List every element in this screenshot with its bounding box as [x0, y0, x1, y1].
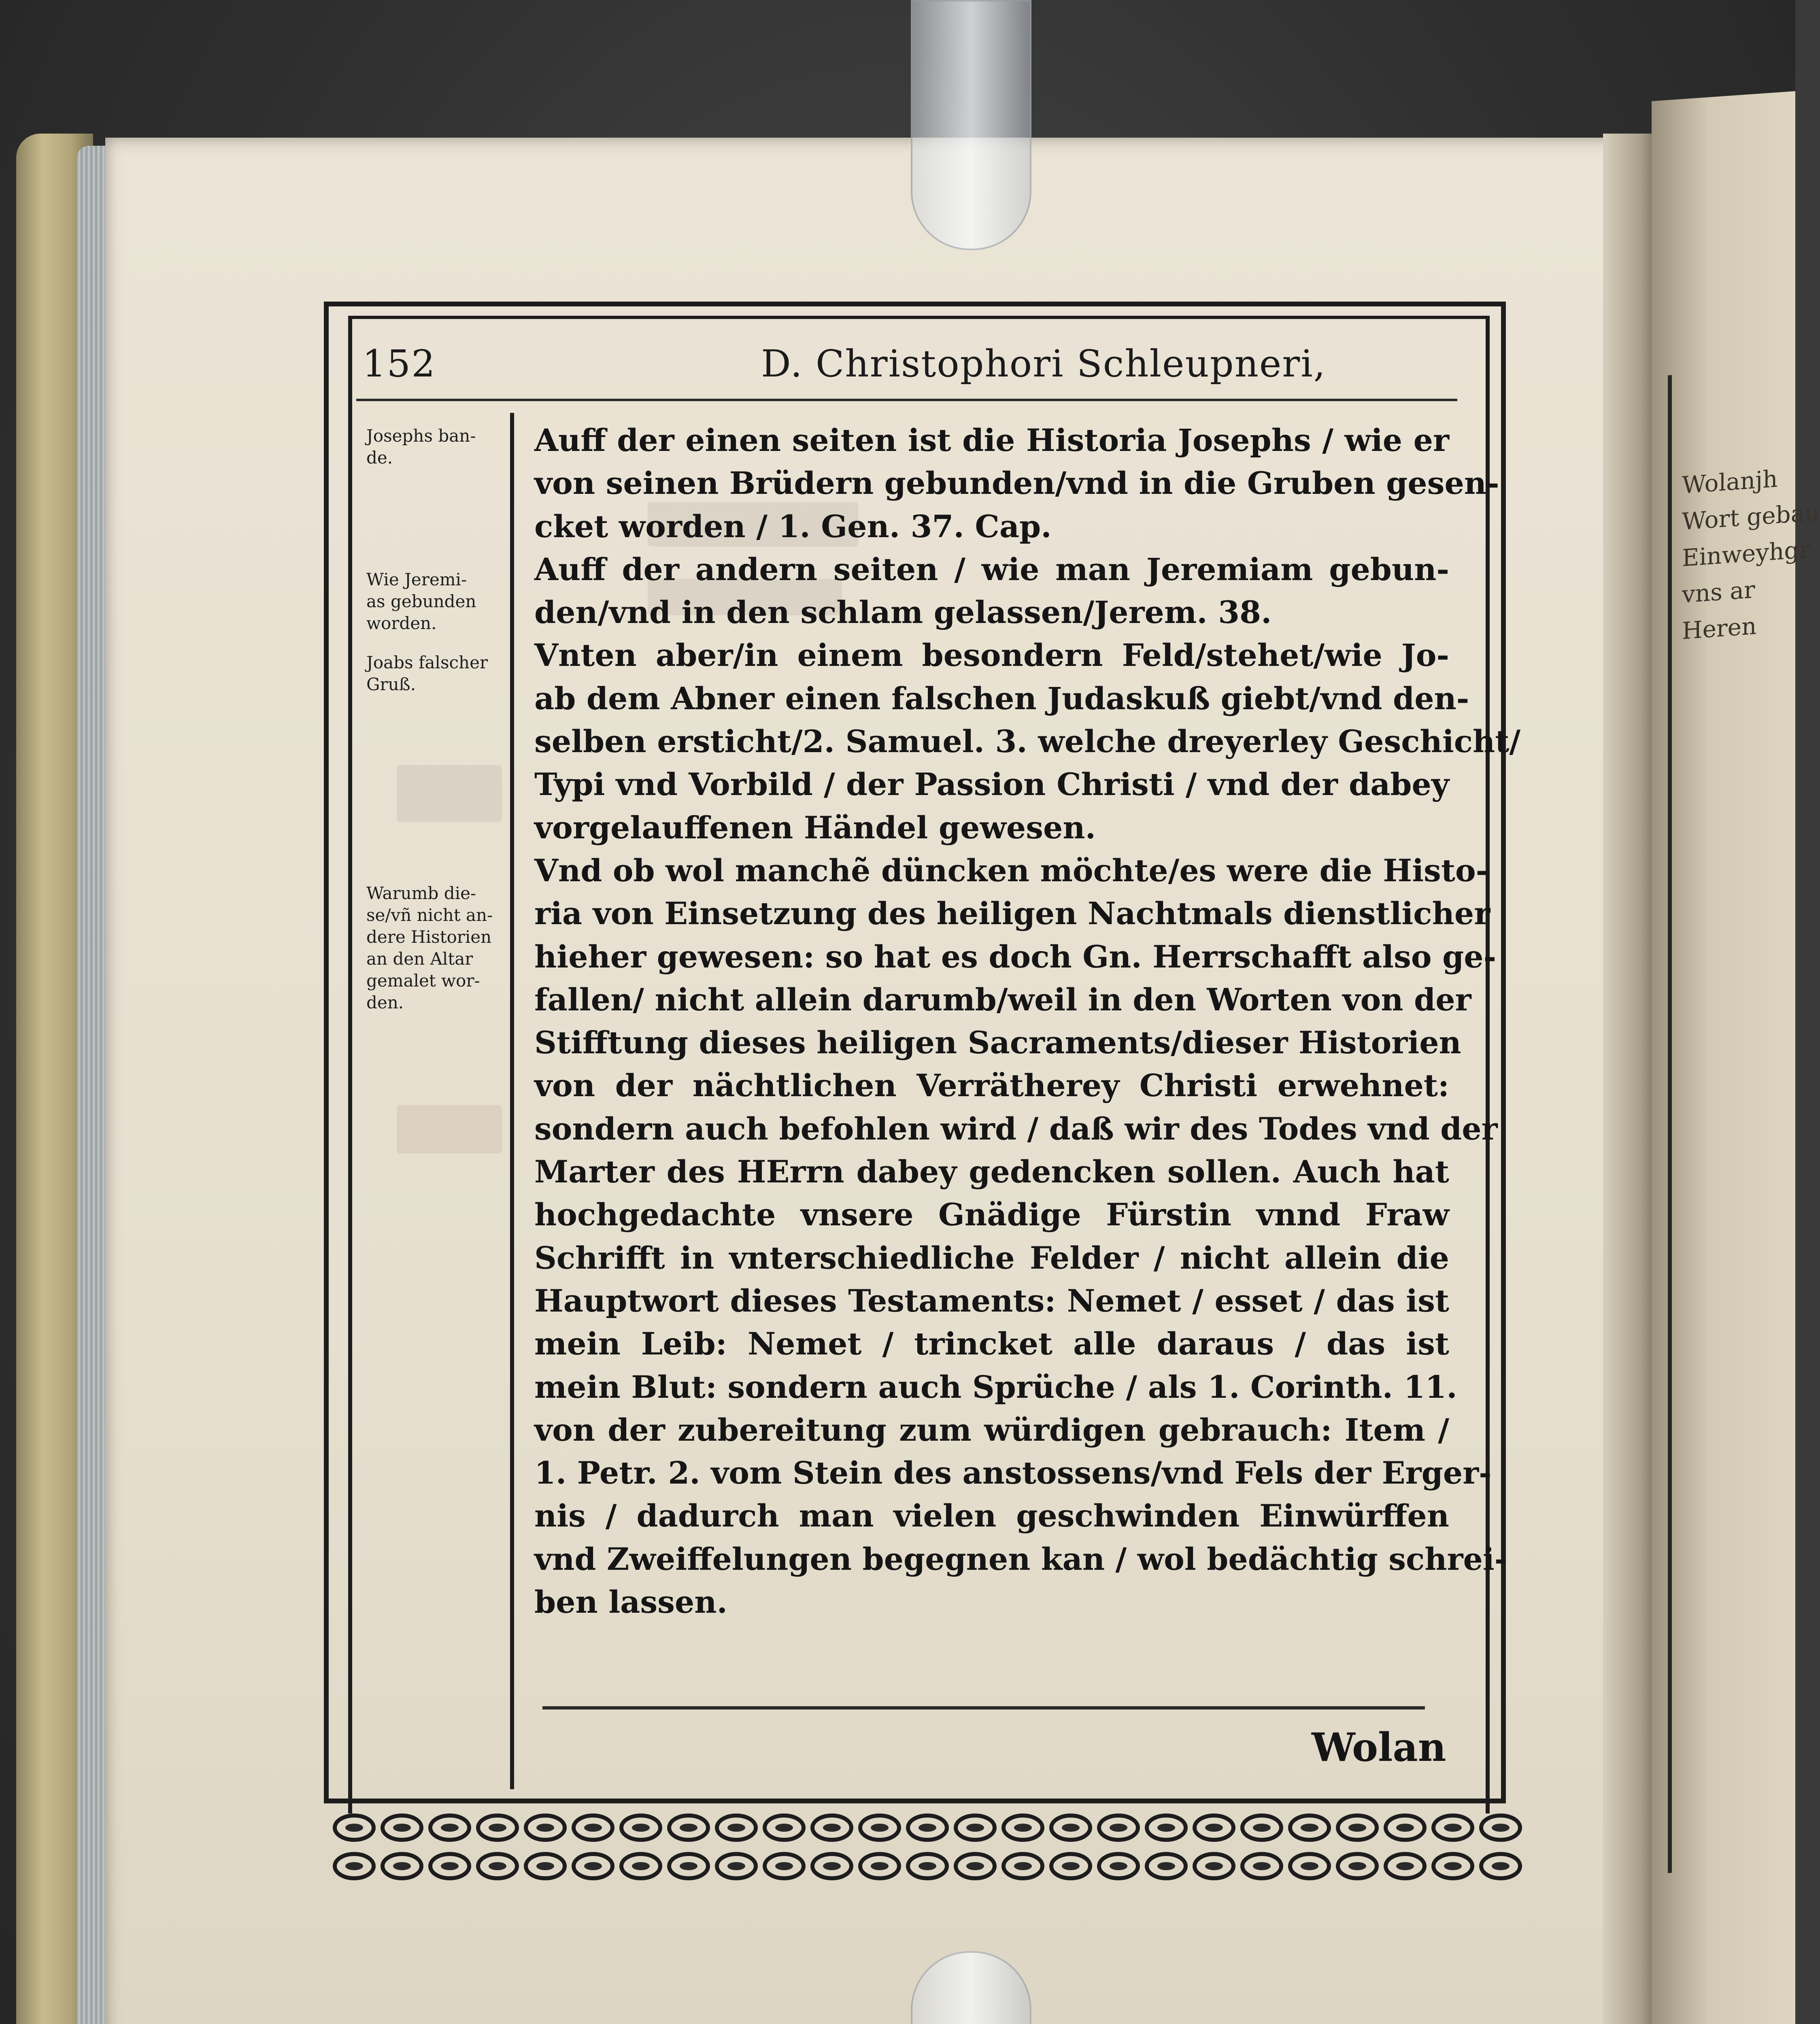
ornament-center [775, 1824, 793, 1832]
text-line: fallen/ nicht allein darumb/weil in den Worten von der [534, 981, 1471, 1018]
margin-note: Joabs falscher Gruß. [366, 653, 488, 694]
ornament-center [775, 1862, 793, 1870]
text-line: mein Leib: Nemet / trincket alle daraus / das ist [534, 1326, 1449, 1362]
ornament-center [632, 1824, 650, 1832]
ornament-center [823, 1824, 841, 1832]
ornamental-border [324, 1805, 1506, 1894]
ornament-center [1492, 1824, 1510, 1832]
ornament-center [966, 1824, 984, 1832]
ornament-center [536, 1824, 554, 1832]
facing-page-line: Wolanjh [1682, 465, 1778, 499]
ornament-center [1348, 1862, 1366, 1870]
ornament-center [680, 1862, 697, 1870]
ornament-center [727, 1824, 745, 1832]
ornament-center [489, 1824, 506, 1832]
text-line: den/vnd in den schlam gelassen/Jerem. 38. [534, 594, 1272, 631]
ornament-center [1444, 1824, 1462, 1832]
text-line: vorgelauffenen Händel gewesen. [534, 809, 1096, 846]
ornament-center [1014, 1824, 1032, 1832]
ornament-center [1157, 1824, 1175, 1832]
ornament-center [345, 1862, 363, 1870]
ornament-center [1444, 1862, 1462, 1870]
ornament-center [393, 1824, 411, 1832]
text-line: mein Blut: sondern auch Sprüche / als 1. Corinth. 11. [534, 1369, 1457, 1405]
page-clip-top [911, 0, 1031, 250]
ornament-center [584, 1824, 602, 1832]
text-line: Vnd ob wol manchẽ düncken möchte/es were die Histo- [534, 852, 1489, 889]
text-line: ab dem Abner einen falschen Judaskuß giebt/vnd den- [534, 680, 1469, 716]
ornament-center [1253, 1862, 1271, 1870]
text-line: selben ersticht/2. Samuel. 3. welche dreyerley Geschicht/ [534, 723, 1521, 760]
body-text [534, 419, 1521, 1624]
text-line: von der nächtlichen Verrätherey Christi erwehnet: [534, 1067, 1449, 1104]
text-line: Typi vnd Vorbild / der Passion Christi / vnd der dabey [534, 766, 1449, 803]
text-line: nis / dadurch man vielen geschwinden Einwürffen [534, 1498, 1449, 1534]
ornament-center [1157, 1862, 1175, 1870]
ornament-center [1492, 1862, 1510, 1870]
ornament-center [1062, 1824, 1080, 1832]
ornament-center [680, 1824, 697, 1832]
text-line: Auff der andern seiten / wie man Jeremiam gebun- [534, 551, 1449, 587]
ornament-center [441, 1824, 459, 1832]
facing-page-line: Heren [1682, 612, 1757, 645]
ornament-center [1396, 1824, 1414, 1832]
ornament-center [1205, 1862, 1223, 1870]
ornament-center [823, 1862, 841, 1870]
ornament-center [1062, 1862, 1080, 1870]
text-line: 1. Petr. 2. vom Stein des anstossens/vnd Fels der Erger- [534, 1455, 1492, 1491]
text-line: Marter des HErrn dabey gedencken sollen. Auch hat [534, 1154, 1449, 1190]
ornament-center [966, 1862, 984, 1870]
ornament-center [393, 1862, 411, 1870]
ornament-center [1253, 1824, 1271, 1832]
text-line: Stifftung dieses heiligen Sacraments/dieser Historien [534, 1025, 1461, 1061]
header-rule [356, 399, 1457, 401]
text-line: ria von Einsetzung des heiligen Nachtmals dienstlicher [534, 895, 1490, 932]
margin-note: Wie Jeremi- as gebunden worden. [366, 570, 476, 633]
catchword: Wolan [1312, 1724, 1446, 1770]
facing-page-line: vns ar [1682, 576, 1755, 608]
facing-page-line: Wort gebau [1682, 498, 1820, 536]
ornament-row [335, 1816, 1520, 1878]
ornament-center [919, 1824, 936, 1832]
ornament-center [1301, 1862, 1318, 1870]
ornament-center [632, 1862, 650, 1870]
ornament-center [871, 1824, 889, 1832]
bottom-rule [542, 1706, 1425, 1709]
ornament-center [1348, 1824, 1366, 1832]
ornament-center [1110, 1824, 1127, 1832]
margin-note: Josephs ban- de. [366, 426, 476, 468]
ornament-center [536, 1862, 554, 1870]
text-line: vnd Zweiffelungen begegnen kan / wol bedächtig schrei- [534, 1541, 1507, 1577]
margin-note: Warumb die- se/vñ nicht an- dere Historien an den Altar gemalet wor- den. [366, 883, 493, 1012]
facing-page [1652, 91, 1820, 2024]
ornament-center [871, 1862, 889, 1870]
text-line: Hauptwort dieses Testaments: Nemet / esset / das ist [534, 1282, 1449, 1319]
text-line: hieher gewesen: so hat es doch Gn. Herrschafft also ge- [534, 938, 1497, 975]
text-line: sondern auch befohlen wird / daß wir des Todes vnd der [534, 1110, 1498, 1147]
ornament-center [1110, 1862, 1127, 1870]
ornament-center [584, 1862, 602, 1870]
ornament-center [1014, 1862, 1032, 1870]
ornament-center [345, 1824, 363, 1832]
text-line: Schrifft in vnterschiedliche Felder / nicht allein die [534, 1239, 1449, 1276]
running-head: D. Christophori Schleupneri, [761, 342, 1326, 385]
text-line: Vnten aber/in einem besondern Feld/stehet/wie Jo- [534, 637, 1449, 674]
text-line: von der zubereitung zum würdigen gebrauch: Item / [534, 1412, 1449, 1448]
text-line: von seinen Brüdern gebunden/vnd in die Gruben gesen- [534, 465, 1499, 502]
page-number: 152 [362, 342, 436, 385]
ornament-center [727, 1862, 745, 1870]
ornament-center [1301, 1824, 1318, 1832]
ornament-center [1205, 1824, 1223, 1832]
text-line: hochgedachte vnsere Gnädige Fürstin vnnd Fraw [534, 1197, 1449, 1233]
facing-page-line: Einweyhgr [1682, 535, 1811, 572]
ornament-center [489, 1862, 506, 1870]
text-line: ben lassen. [534, 1584, 727, 1620]
text-line: Auff der einen seiten ist die Historia Josephs / wie er [534, 422, 1449, 458]
ornament-center [919, 1862, 936, 1870]
ornament-center [441, 1862, 459, 1870]
text-line: cket worden / 1. Gen. 37. Cap. [534, 508, 1052, 544]
margin-column-divider [510, 413, 514, 1789]
ornament-center [1396, 1862, 1414, 1870]
